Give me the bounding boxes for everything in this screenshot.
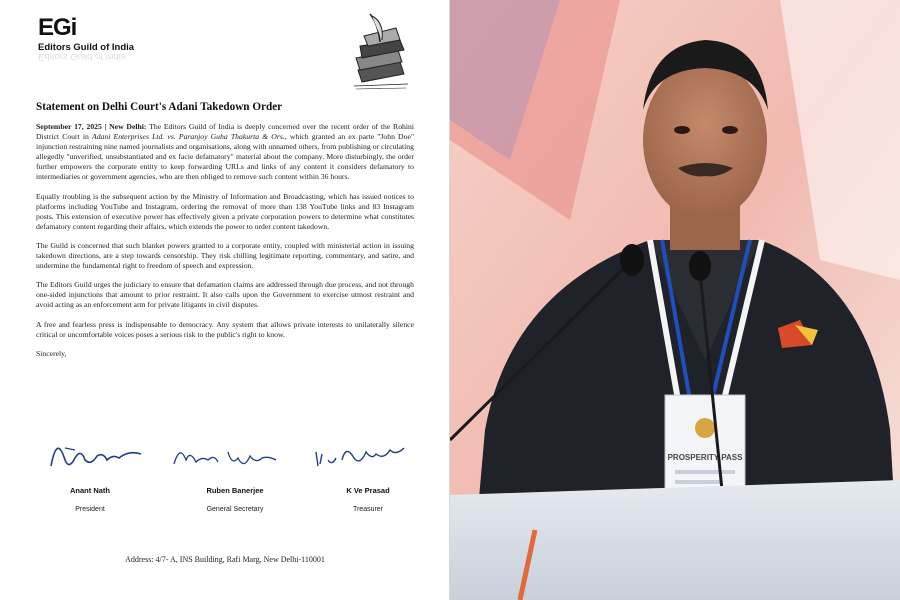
p1-text-a: The Editors Guild of India is deeply concerned over the recent order of the Rohini District Court in (36, 122, 414, 142)
signatory-name: Ruben Banerjee (206, 486, 264, 495)
paragraph-1 (36, 122, 414, 183)
signature-anant-nath (45, 430, 145, 480)
logo-mark: EGi (38, 14, 77, 41)
pass-line (675, 470, 735, 474)
statement-title: Statement on Delhi Court's Adani Takedown Order (36, 101, 283, 113)
dateline: September 17, 2025 | New Delhi: (36, 122, 147, 131)
org-name: Editors Guild of India (38, 42, 135, 53)
case-name: Adani Enterprises Ltd. vs. Paranjoy Guha Thakurta & Ors. (92, 132, 285, 142)
right-eye (722, 126, 738, 134)
paragraph-4: The Editors Guild urges the judiciary to ensure that defamation claims are addressed through due process, and not through one-sided injunctions that amount to prior restraint. It also calls upon the Government to exercise utmost restraint and avoid acting as an enforcement arm for private litigants in civil disputes. (36, 280, 414, 310)
closing: Sincerely, (36, 348, 67, 358)
signature-k-ve-prasad (310, 430, 410, 480)
address-footer: Address: 4/7- A, INS Building, Rafi Marg, New Delhi-110001 (125, 555, 325, 564)
signatory-name: K Ve Prasad (346, 486, 390, 495)
pass-line (675, 480, 720, 484)
signatory-name: Anant Nath (70, 486, 110, 495)
signatory-role: Treasurer (352, 506, 384, 513)
signatures (30, 430, 430, 540)
face (643, 60, 767, 220)
speaker-illustration (450, 0, 900, 600)
p1-text-b: , which granted an ex parte "John Doe" injunction restraining nine named journalists and organisations, along with unnamed others, from publishing or circulating allegedly "unverified, unsubstantiated and ex facie defamatory" material about the company. More disturbingly, the order further empowers the corporate entity to keep forwarding URLs and links of any content it considers defamatory to intermediaries or government agencies, who are then obliged to remove such content within 36 hours. (36, 132, 414, 182)
statement-body (36, 122, 414, 368)
paragraph-2: Equally troubling is the subsequent action by the Ministry of Information and Broadcasting, which has issued notices to platforms including YouTube and Instagram, ordering the removal of more than 138 YouTube links and 83 Instagram posts. This extension of executive power has effectively given a private corporation powers to determine what constitutes defamatory content regarding their affairs, which extends the power to order content takedown. (36, 191, 414, 231)
pass-label: PROSPERITY PASS (667, 453, 743, 462)
microphone-icon (689, 251, 711, 281)
microphone-icon (620, 244, 644, 276)
egi-logo (38, 16, 134, 62)
paragraph-5: A free and fearless press is indispensable to democracy. Any system that allows private interests to unilaterally silence critical or uncomfortable voices poses a serious risk to the public's right to know. (36, 319, 414, 339)
speaker-photo (450, 0, 900, 600)
podium (450, 480, 900, 600)
left-eye (674, 126, 690, 134)
signature-ruben-banerjee (170, 430, 280, 480)
quill-and-books-icon (350, 12, 412, 92)
signatory-role: President (75, 506, 105, 513)
org-name-reflection: Editors Guild of India (38, 51, 127, 62)
signatory-role: General Secretary (206, 506, 264, 513)
paragraph-3: The Guild is concerned that such blanket powers granted to a corporate entity, coupled with ministerial action in issuing takedown directions, are a step towards censorship. They risk chilling legitimate reporting, commentary, and satire, and undermine the fundamental right to freedom of speech and expression. (36, 240, 414, 271)
pass-emblem (695, 418, 715, 438)
